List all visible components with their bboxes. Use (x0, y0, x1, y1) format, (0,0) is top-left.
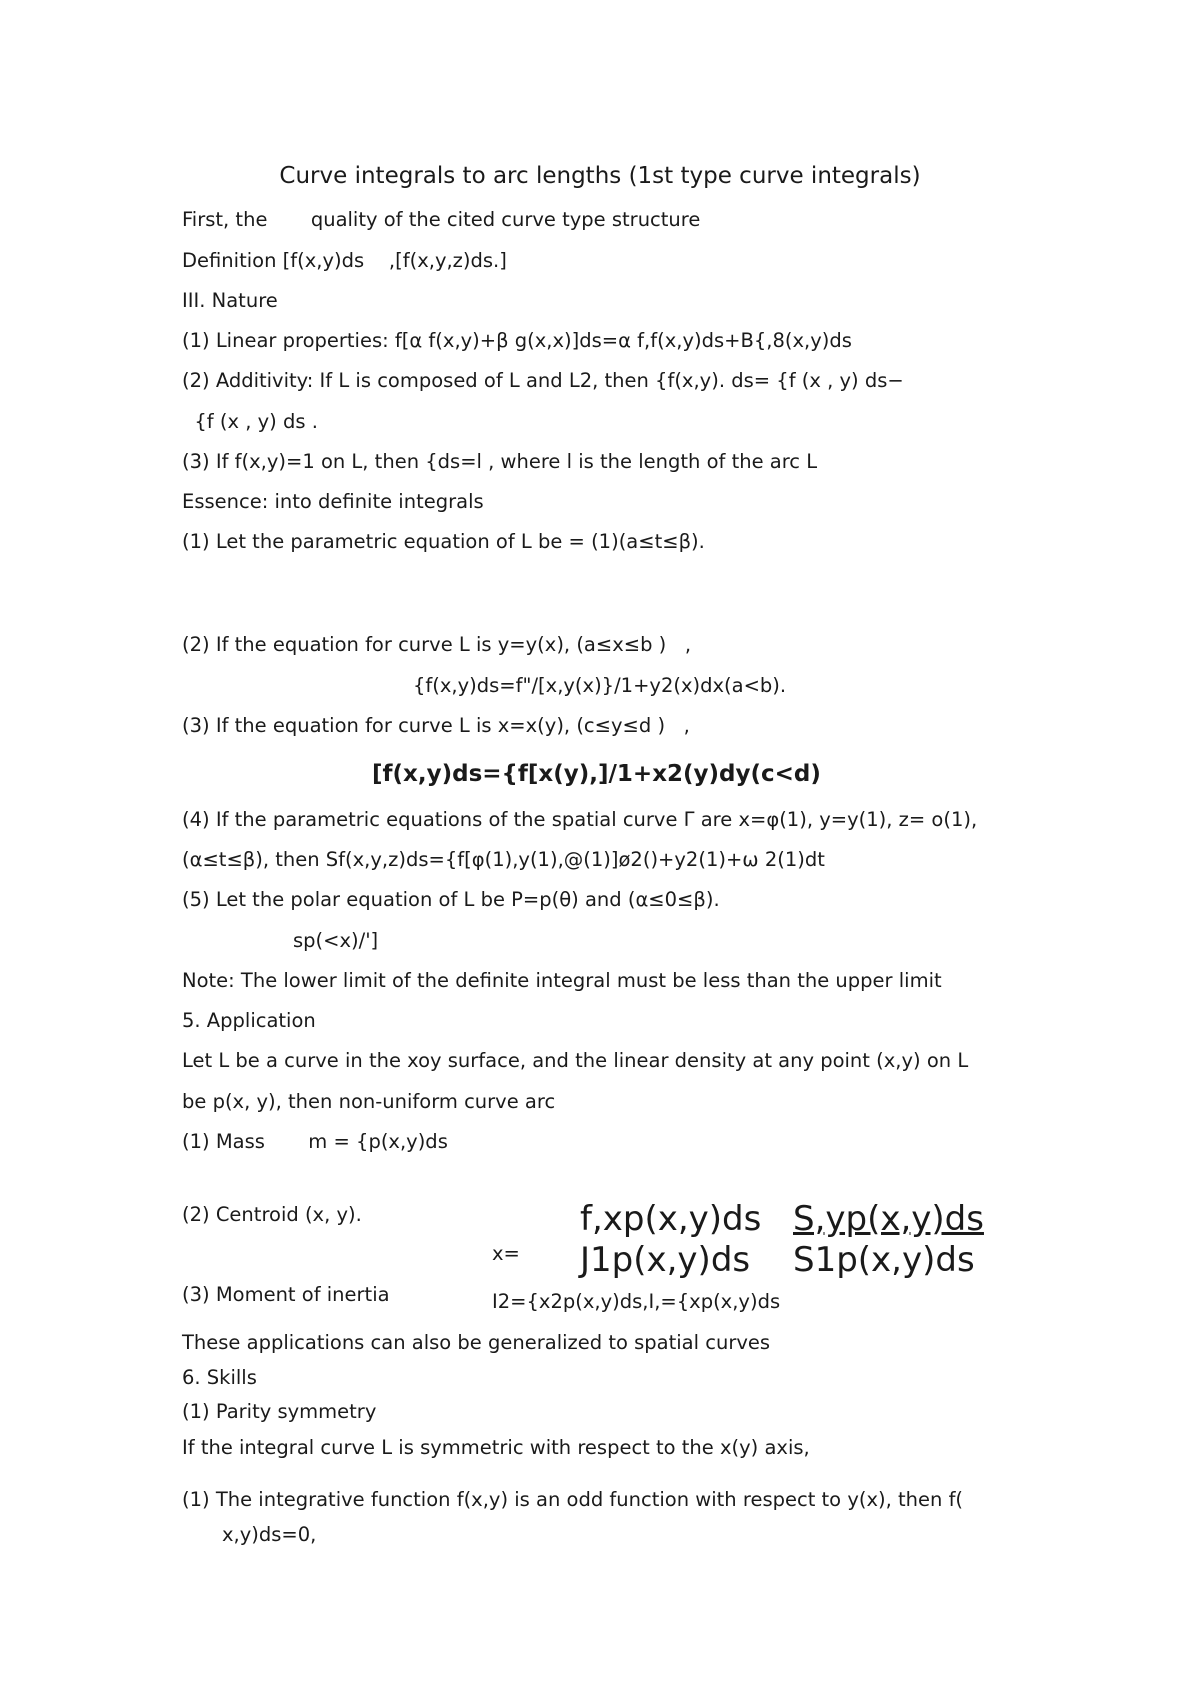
text-line-odd-function-cont: x,y)ds=0, (222, 1523, 317, 1546)
text-line-mass: (1) Mass m = {p(x,y)ds (182, 1130, 448, 1153)
heading-skills: 6. Skills (182, 1366, 257, 1389)
text-line-essence: Essence: into definite integrals (182, 490, 484, 513)
text-line-parity: (1) Parity symmetry (182, 1400, 377, 1423)
text-line-generalized: These applications can also be generalized to spatial curves (182, 1331, 771, 1354)
text-line-additivity-cont: {f (x , y) ds . (182, 410, 318, 433)
text-line-spatial: (4) If the parametric equations of the spatial curve Γ are x=φ(1), y=y(1), z= o(1), (182, 808, 978, 831)
text-line-curve-y: (2) If the equation for curve L is y=y(x), (a≤x≤b ) , (182, 633, 692, 656)
text-line-spatial-cont: (α≤t≤β), then Sf(x,y,z)ds={f[φ(1),y(1),@(1)]ø2()+y2(1)+ω 2(1)dt (182, 848, 825, 871)
text-line-density-cont: be p(x, y), then non-uniform curve arc (182, 1090, 556, 1113)
text-line-parametric: (1) Let the parametric equation of L be = (1)(a≤t≤β). (182, 530, 705, 553)
formula-curve-y: {f(x,y)ds=f"/[x,y(x)}/1+y2(x)dx(a<b). (413, 674, 787, 697)
text-line-definition: Definition [f(x,y)ds ,[f(x,y,z)ds.] (182, 249, 507, 272)
formula-centroid-num-y: S,yp(x,y)ds (793, 1199, 984, 1239)
text-line-density: Let L be a curve in the xoy surface, and the linear density at any point (x,y) on L (182, 1049, 969, 1072)
text-line-arc-length: (3) If f(x,y)=1 on L, then {ds=l , where l is the length of the arc L (182, 450, 818, 473)
heading-nature: III. Nature (182, 289, 278, 312)
heading-application: 5. Application (182, 1009, 316, 1032)
formula-centroid-den-x: J1p(x,y)ds (580, 1240, 751, 1280)
text-line-additivity: (2) Additivity: If L is composed of L and L2, then {f(x,y). ds= {f (x , y) ds− (182, 369, 904, 392)
text-line-first: First, the quality of the cited curve type structure (182, 208, 701, 231)
formula-curve-x: [f(x,y)ds={f[x(y),]/1+x2(y)dy(c<d) (372, 761, 821, 787)
formula-centroid-num-x: f,xp(x,y)ds (580, 1199, 762, 1239)
text-line-polar: (5) Let the polar equation of L be P=p(θ) and (α≤0≤β). (182, 888, 720, 911)
formula-polar: sp(<x)/'] (293, 929, 379, 952)
text-line-linear: (1) Linear properties: f[α f(x,y)+β g(x,x)]ds=α f,f(x,y)ds+B{,8(x,y)ds (182, 329, 852, 352)
text-line-odd-function: (1) The integrative function f(x,y) is an odd function with respect to y(x), then f( (182, 1488, 964, 1511)
text-line-curve-x: (3) If the equation for curve L is x=x(y), (c≤y≤d ) , (182, 714, 690, 737)
text-line-centroid: (2) Centroid (x, y). (182, 1203, 362, 1226)
text-line-note: Note: The lower limit of the definite integral must be less than the upper limit (182, 969, 942, 992)
text-line-moment: (3) Moment of inertia (182, 1283, 390, 1306)
text-line-symmetric: If the integral curve L is symmetric with respect to the x(y) axis, (182, 1436, 810, 1459)
formula-centroid-x-label: x= (492, 1242, 520, 1265)
formula-moment: I2={x2p(x,y)ds,I,={xp(x,y)ds (492, 1290, 781, 1313)
page-title: Curve integrals to arc lengths (1st type curve integrals) (279, 163, 921, 189)
formula-centroid-den-y: S1p(x,y)ds (793, 1240, 975, 1280)
